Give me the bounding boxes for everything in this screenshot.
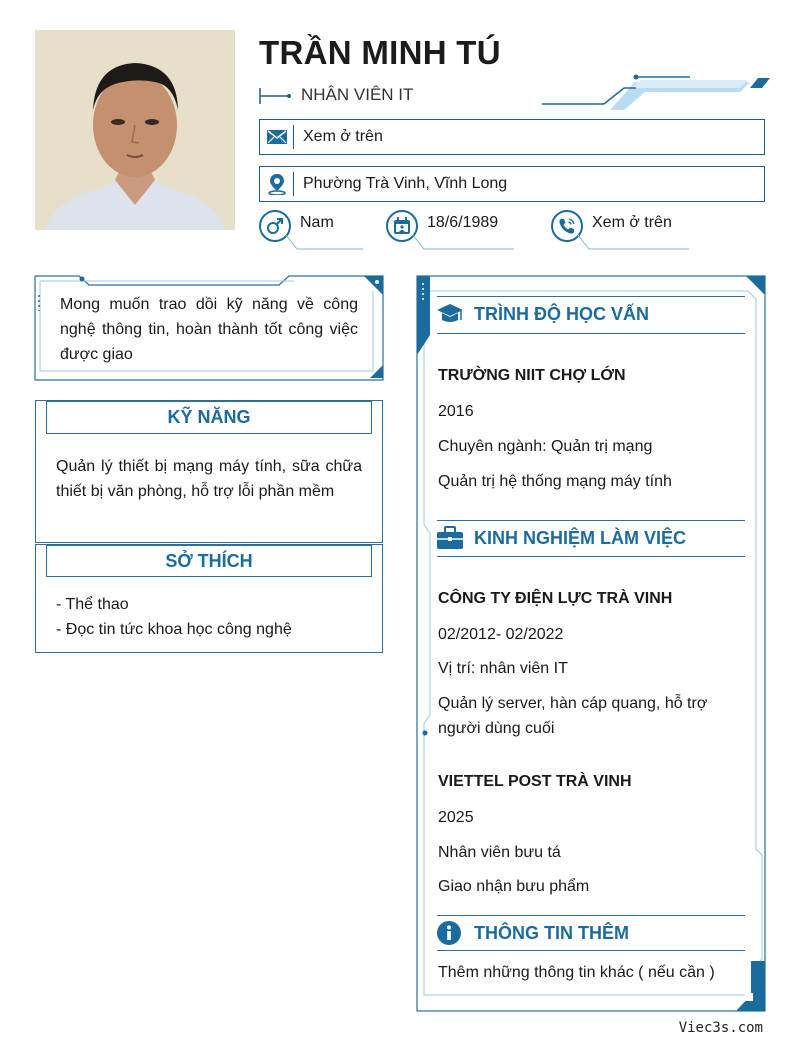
- job-time: 2025: [438, 809, 474, 826]
- job-company: CÔNG TY ĐIỆN LỰC TRÀ VINH: [438, 590, 673, 607]
- phone-underline: [577, 234, 691, 252]
- birthday-value: 18/6/1989: [427, 214, 499, 231]
- education-header-line-top: [437, 296, 745, 297]
- education-year: 2016: [438, 403, 474, 420]
- job-company: VIETTEL POST TRÀ VINH: [438, 773, 632, 790]
- hobbies-item: - Thể thao: [56, 596, 129, 613]
- title-connector-icon: [259, 86, 293, 106]
- job-title: NHÂN VIÊN IT: [301, 85, 414, 104]
- gender-value: Nam: [300, 214, 334, 231]
- skills-text: Quản lý thiết bị mạng máy tính, sữa chữa thiết bị văn phòng, hỗ trợ lỗi phần mềm: [56, 458, 362, 500]
- email-row: [259, 119, 765, 155]
- hobbies-item: - Đọc tin tức khoa học công nghệ: [56, 621, 292, 638]
- envelope-icon: [260, 125, 294, 149]
- objective-text: Mong muốn trao dồi kỹ năng về công nghệ thông tin, hoàn thành tốt công việc được giao: [60, 296, 358, 363]
- experience-header-line-bottom: [437, 556, 745, 557]
- briefcase-icon: [436, 526, 464, 555]
- map-pin-icon: [260, 172, 294, 196]
- footer-watermark: Viec3s.com: [678, 1020, 763, 1036]
- job-role: Nhân viên bưu tá: [438, 844, 561, 861]
- hobbies-title: SỞ THÍCH: [46, 545, 372, 577]
- address-row: [259, 166, 765, 202]
- job-description: Quản lý server, hàn cáp quang, hỗ trợ: [438, 695, 708, 712]
- email-value: Xem ở trên: [303, 128, 383, 145]
- gender-item: [259, 210, 369, 252]
- phone-item: [551, 210, 691, 252]
- job-time: 02/2012- 02/2022: [438, 626, 564, 643]
- education-detail: Quản trị hệ thống mạng máy tính: [438, 473, 672, 490]
- candidate-name: TRẦN MINH TÚ: [259, 34, 501, 71]
- graduation-cap-icon: [436, 302, 464, 331]
- job-description: người dùng cuối: [438, 720, 555, 737]
- avatar-photo: [35, 30, 235, 230]
- experience-header-line-top: [437, 520, 745, 521]
- address-value: Phường Trà Vinh, Vĩnh Long: [303, 175, 508, 192]
- job-description: Giao nhận bưu phẩm: [438, 878, 590, 895]
- education-major: Chuyên ngành: Quản trị mạng: [438, 438, 653, 455]
- skills-title: KỸ NĂNG: [46, 401, 372, 434]
- education-title: TRÌNH ĐỘ HỌC VẤN: [474, 304, 649, 324]
- birthday-item: [386, 210, 518, 252]
- birthday-underline: [412, 234, 516, 252]
- education-school: TRƯỜNG NIIT CHỢ LỚN: [438, 367, 626, 384]
- education-header-line-bottom: [437, 333, 745, 334]
- additional-header-line-top: [437, 915, 745, 916]
- header-decoration: [540, 74, 772, 112]
- additional-title: THÔNG TIN THÊM: [474, 923, 629, 943]
- job-role: Vị trí: nhân viên IT: [438, 660, 568, 677]
- additional-text: Thêm những thông tin khác ( nếu cần ): [438, 964, 715, 981]
- phone-value: Xem ở trên: [592, 214, 672, 231]
- info-icon: [436, 920, 462, 951]
- gender-underline: [285, 234, 365, 252]
- additional-header-line-bottom: [437, 950, 745, 951]
- experience-title: KINH NGHIỆM LÀM VIỆC: [474, 528, 687, 548]
